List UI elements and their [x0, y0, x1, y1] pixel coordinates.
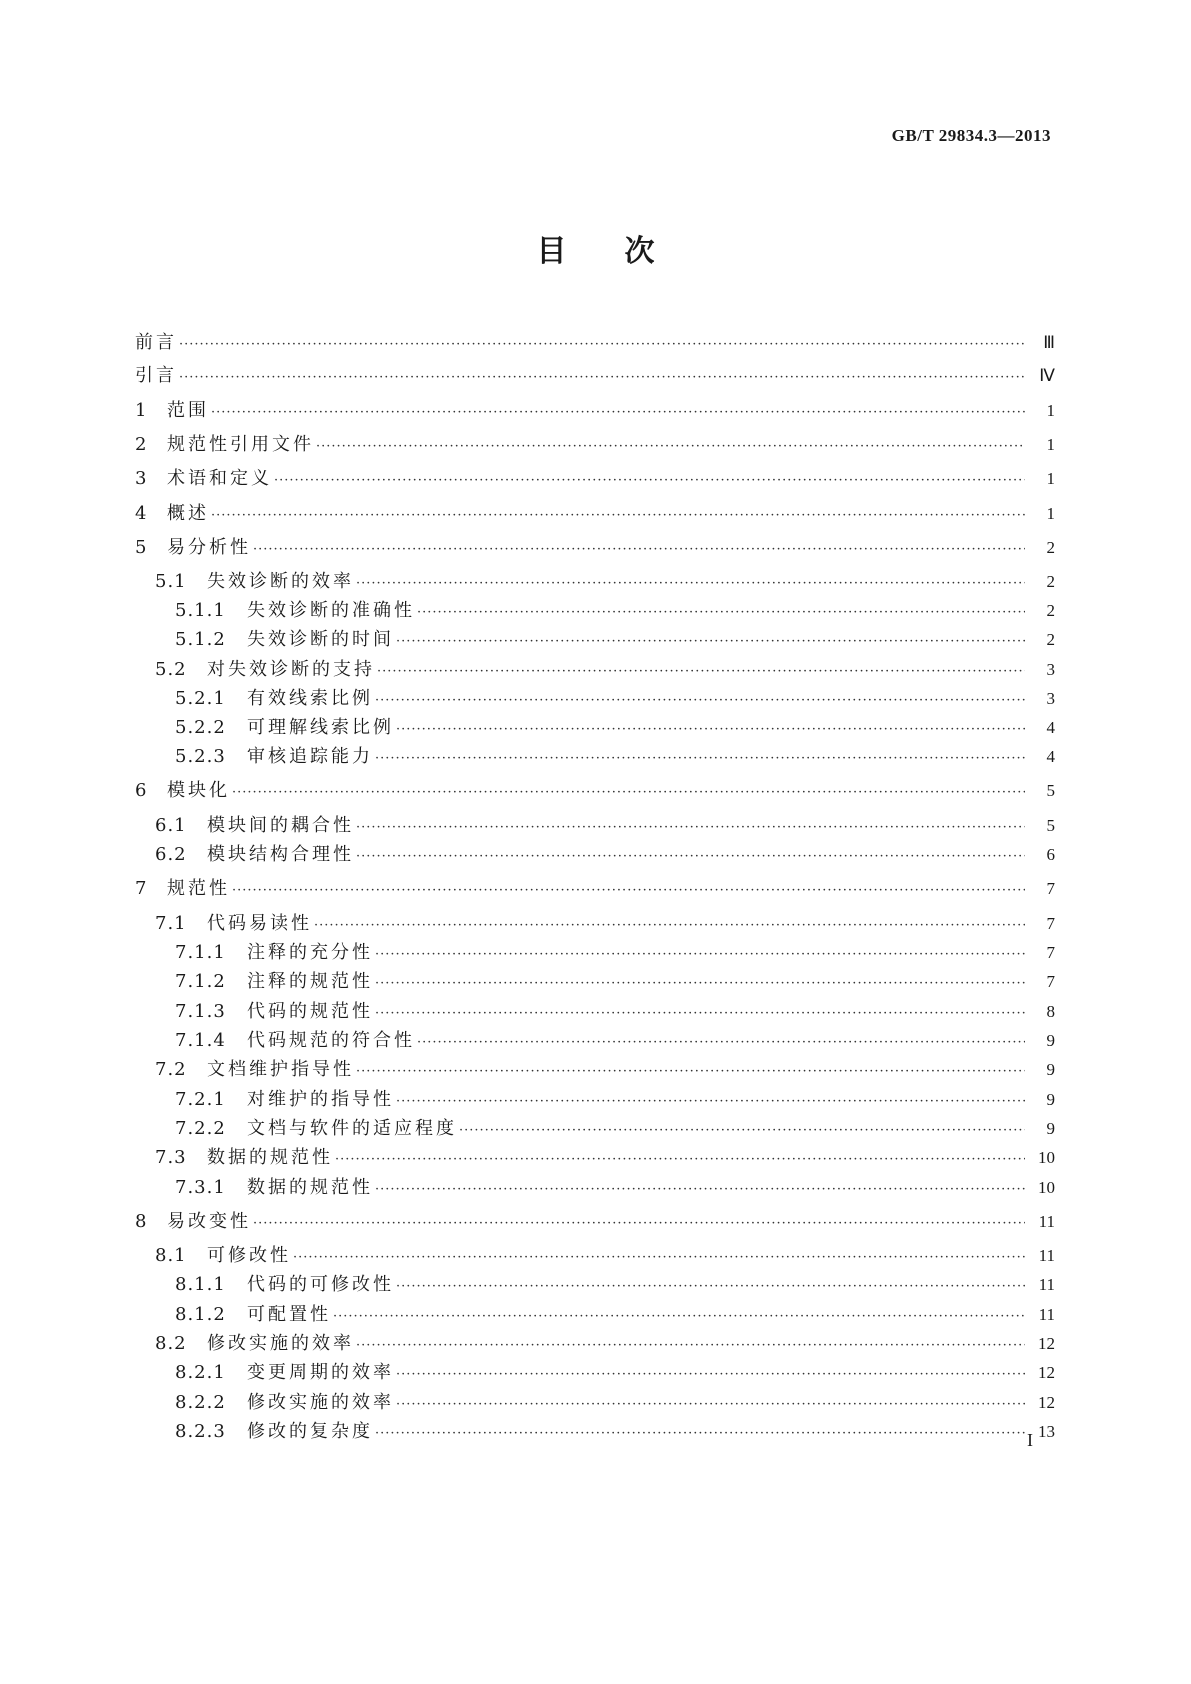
toc-entry-page: 10: [1038, 1148, 1055, 1167]
toc-entry-page: 2: [1046, 630, 1055, 649]
toc-entry-label: 注释的充分性: [247, 942, 373, 963]
toc-entry[interactable]: [135, 503, 1055, 527]
dot-leader: [356, 846, 1025, 868]
dot-leader: [396, 1364, 1025, 1386]
toc-entry-label: 模块间的耦合性: [207, 815, 354, 836]
toc-entry[interactable]: [135, 1392, 1055, 1416]
toc-entry-number: 5: [135, 537, 148, 558]
dot-leader: [293, 1247, 1025, 1269]
dot-leader: [375, 748, 1025, 770]
toc-entry-label: 模块结构合理性: [207, 844, 354, 865]
toc-entry-page: 11: [1038, 1212, 1055, 1231]
toc-entry-label: 代码易读性: [207, 913, 312, 934]
toc-entry[interactable]: [135, 1304, 1055, 1328]
dot-leader: [417, 1032, 1025, 1054]
dot-leader: [396, 719, 1025, 741]
toc-entry-label: 失效诊断的效率: [207, 571, 354, 592]
toc-entry[interactable]: [135, 1030, 1055, 1054]
toc-entry-label: 术语和定义: [167, 468, 272, 489]
toc-entry-page: 9: [1046, 1090, 1055, 1109]
toc-entry-page: 9: [1046, 1119, 1055, 1138]
dot-leader: [356, 817, 1025, 839]
toc-entry[interactable]: [135, 1274, 1055, 1298]
toc-entry-page: 7: [1046, 943, 1055, 962]
toc-entry-label: 注释的规范性: [247, 971, 373, 992]
toc-entry-page: 1: [1046, 504, 1055, 523]
toc-entry[interactable]: [135, 780, 1055, 804]
toc-entry-number: 5.2: [155, 659, 187, 680]
dot-leader: [375, 944, 1025, 966]
toc-entry-page: 13: [1038, 1422, 1055, 1441]
toc-entry[interactable]: [135, 844, 1055, 868]
toc-entry[interactable]: [135, 942, 1055, 966]
toc-entry-number: 7.1.3: [175, 1001, 226, 1022]
dot-leader: [375, 1179, 1025, 1201]
toc-entry-number: 4: [135, 503, 148, 524]
toc-entry-label: 范围: [167, 400, 209, 421]
toc-entry-label: 代码的可修改性: [247, 1274, 394, 1295]
toc-entry[interactable]: [135, 1147, 1055, 1171]
toc-entry-page: 5: [1046, 781, 1055, 800]
toc-entry[interactable]: [135, 1421, 1055, 1445]
toc-entry-number: 5.1: [155, 571, 187, 592]
toc-entry-label: 可配置性: [247, 1304, 331, 1325]
toc-entry-page: 3: [1046, 689, 1055, 708]
toc-entry-number: 7.1.1: [175, 942, 226, 963]
dot-leader: [396, 1091, 1025, 1113]
toc-entry-label: 失效诊断的准确性: [247, 600, 415, 621]
toc-entry[interactable]: [135, 913, 1055, 937]
toc-entry-page: 2: [1046, 538, 1055, 557]
toc-entry-page: 7: [1046, 972, 1055, 991]
toc-entry-number: 6: [135, 780, 148, 801]
toc-entry-page: 12: [1038, 1334, 1055, 1353]
dot-leader: [396, 1276, 1025, 1298]
toc-entry[interactable]: [135, 878, 1055, 902]
toc-entry[interactable]: [135, 365, 1055, 389]
toc-entry-number: 3: [135, 468, 148, 489]
toc-entry[interactable]: [135, 1333, 1055, 1357]
dot-leader: [211, 402, 1025, 424]
dot-leader: [396, 1394, 1025, 1416]
toc-entry-number: 2: [135, 434, 148, 455]
toc-entry[interactable]: [135, 468, 1055, 492]
toc-entry[interactable]: [135, 1362, 1055, 1386]
toc-entry-number: 8.2: [155, 1333, 187, 1354]
toc-entry-label: 概述: [167, 503, 209, 524]
toc-entry-label: 代码的规范性: [247, 1001, 373, 1022]
toc-entry-page: 1: [1046, 469, 1055, 488]
toc-entry[interactable]: [135, 1177, 1055, 1201]
toc-entry-label: 文档与软件的适应程度: [247, 1118, 457, 1139]
dot-leader: [211, 505, 1025, 527]
toc-entry-page: 1: [1046, 435, 1055, 454]
toc-entry-label: 代码规范的符合性: [247, 1030, 415, 1051]
toc-entry-page: 10: [1038, 1178, 1055, 1197]
dot-leader: [377, 661, 1025, 683]
toc-entry-page: 11: [1038, 1305, 1055, 1324]
toc-entry-page: Ⅲ: [1043, 333, 1055, 352]
toc-entry[interactable]: [135, 746, 1055, 770]
toc-entry-page: 5: [1046, 816, 1055, 835]
toc-entry-label: 引言: [135, 365, 177, 386]
dot-leader: [253, 1213, 1025, 1235]
toc-entry-number: 5.1.1: [175, 600, 226, 621]
toc-entry-label: 可修改性: [207, 1245, 291, 1266]
toc-entry-number: 5.2.1: [175, 688, 226, 709]
toc-entry-label: 修改实施的效率: [207, 1333, 354, 1354]
toc-entry-label: 数据的规范性: [207, 1147, 333, 1168]
toc-entry-number: 1: [135, 400, 148, 421]
toc-entry-page: 9: [1046, 1060, 1055, 1079]
toc-entry-label: 易分析性: [167, 537, 251, 558]
toc-entry[interactable]: [135, 1089, 1055, 1113]
toc-entry[interactable]: [135, 1001, 1055, 1025]
dot-leader: [417, 602, 1025, 624]
toc-entry-number: 7.2: [155, 1059, 187, 1080]
toc-entry-page: 7: [1046, 879, 1055, 898]
dot-leader: [314, 915, 1025, 937]
toc-entry-number: 5.2.3: [175, 746, 226, 767]
toc-entry-page: 12: [1038, 1393, 1055, 1412]
dot-leader: [232, 782, 1025, 804]
toc-entry-number: 8.2.2: [175, 1392, 226, 1413]
toc-entry-page: 9: [1046, 1031, 1055, 1050]
toc-entry[interactable]: [135, 1245, 1055, 1269]
dot-leader: [335, 1149, 1025, 1171]
toc-entry[interactable]: [135, 1118, 1055, 1142]
toc-entry-number: 7.2.2: [175, 1118, 226, 1139]
toc-entry-page: 2: [1046, 572, 1055, 591]
dot-leader: [333, 1306, 1025, 1328]
toc-entry[interactable]: [135, 815, 1055, 839]
toc-entry[interactable]: [135, 629, 1055, 653]
toc-entry[interactable]: [135, 434, 1055, 458]
dot-leader: [179, 334, 1025, 356]
toc-entry-label: 修改实施的效率: [247, 1392, 394, 1413]
toc-entry-label: 文档维护指导性: [207, 1059, 354, 1080]
toc-entry-label: 数据的规范性: [247, 1177, 373, 1198]
toc-entry[interactable]: [135, 600, 1055, 624]
toc-entry-number: 7.1.4: [175, 1030, 226, 1051]
toc-entry-page: 7: [1046, 914, 1055, 933]
dot-leader: [232, 880, 1025, 902]
toc-entry-number: 7.2.1: [175, 1089, 226, 1110]
toc-entry[interactable]: [135, 400, 1055, 424]
toc-entry-label: 变更周期的效率: [247, 1362, 394, 1383]
toc-entry-number: 7: [135, 878, 148, 899]
toc-entry-label: 对失效诊断的支持: [207, 659, 375, 680]
toc-entry-number: 8.1: [155, 1245, 187, 1266]
toc-entry-label: 失效诊断的时间: [247, 629, 394, 650]
toc-entry-label: 有效线索比例: [247, 688, 373, 709]
toc-entry-page: 12: [1038, 1363, 1055, 1382]
toc-entry-label: 模块化: [167, 780, 230, 801]
toc-entry[interactable]: [135, 1211, 1055, 1235]
toc-entry-label: 审核追踪能力: [247, 746, 373, 767]
toc-title: 目次: [536, 234, 713, 269]
toc-entry[interactable]: [135, 332, 1055, 356]
toc-entry-number: 7.1: [155, 913, 187, 934]
dot-leader: [356, 1335, 1025, 1357]
toc-entry-page: 4: [1046, 747, 1055, 766]
toc-entry[interactable]: [135, 659, 1055, 683]
toc-entry-page: 2: [1046, 601, 1055, 620]
toc-entry-number: 5.2.2: [175, 717, 226, 738]
toc-entry-page: 4: [1046, 718, 1055, 737]
dot-leader: [179, 367, 1025, 389]
toc-entry-number: 6.2: [155, 844, 187, 865]
dot-leader: [356, 573, 1025, 595]
toc-entry-label: 可理解线索比例: [247, 717, 394, 738]
toc-entry-label: 修改的复杂度: [247, 1421, 373, 1442]
toc-entry-number: 5.1.2: [175, 629, 226, 650]
toc-entry-label: 易改变性: [167, 1211, 251, 1232]
toc-entry[interactable]: [135, 688, 1055, 712]
dot-leader: [375, 690, 1025, 712]
toc-entry-number: 8.2.3: [175, 1421, 226, 1442]
toc-entry[interactable]: [135, 971, 1055, 995]
dot-leader: [274, 470, 1025, 492]
toc-entry-number: 7.3: [155, 1147, 187, 1168]
dot-leader: [316, 436, 1025, 458]
dot-leader: [396, 631, 1025, 653]
toc-entry-page: 1: [1046, 401, 1055, 420]
toc-entry-page: 11: [1038, 1275, 1055, 1294]
dot-leader: [459, 1120, 1025, 1142]
toc-entry-page: 3: [1046, 660, 1055, 679]
toc-entry-number: 8: [135, 1211, 148, 1232]
dot-leader: [375, 1423, 1025, 1445]
toc-entry[interactable]: [135, 717, 1055, 741]
toc-entry-page: 11: [1038, 1246, 1055, 1265]
toc-entry-number: 7.3.1: [175, 1177, 226, 1198]
toc-entry-page: 6: [1046, 845, 1055, 864]
toc-entry-number: 8.1.2: [175, 1304, 226, 1325]
toc-entry[interactable]: [135, 1059, 1055, 1083]
toc-entry-label: 规范性引用文件: [167, 434, 314, 455]
toc-entry-number: 8.2.1: [175, 1362, 226, 1383]
toc-entry-label: 对维护的指导性: [247, 1089, 394, 1110]
toc-entry-number: 6.1: [155, 815, 187, 836]
toc-entry-number: 8.1.1: [175, 1274, 226, 1295]
page-number: I: [1027, 1430, 1033, 1450]
toc-entry[interactable]: [135, 571, 1055, 595]
toc-entry-page: Ⅳ: [1039, 366, 1055, 385]
dot-leader: [253, 539, 1025, 561]
standard-code: GB/T 29834.3—2013: [891, 126, 1051, 145]
toc-entry-number: 7.1.2: [175, 971, 226, 992]
dot-leader: [375, 1003, 1025, 1025]
toc-entry-page: 8: [1046, 1002, 1055, 1021]
toc-entry-label: 前言: [135, 332, 177, 353]
dot-leader: [375, 973, 1025, 995]
toc-entry-label: 规范性: [167, 878, 230, 899]
dot-leader: [356, 1061, 1025, 1083]
toc-entry[interactable]: [135, 537, 1055, 561]
